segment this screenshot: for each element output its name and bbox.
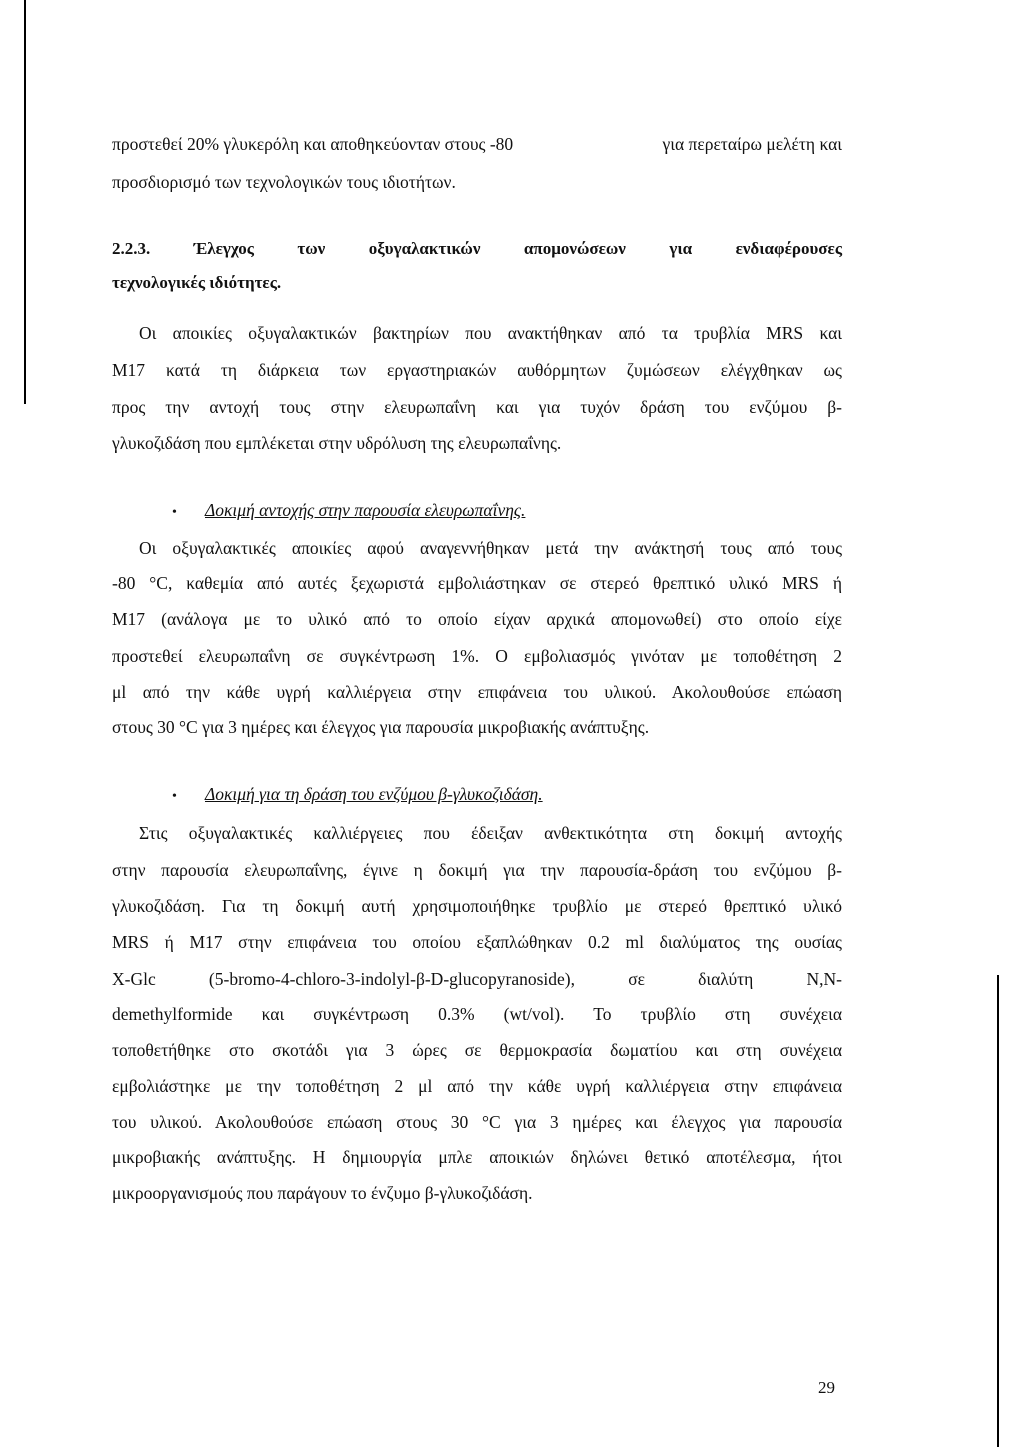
- paragraph-line: μικροοργανισμούς που παράγουν το ένζυμο β-γλυκοζιδάση.: [112, 1183, 533, 1203]
- paragraph-line: -80 °C, καθεμία από αυτές ξεχωριστά εμβολιάστηκαν σε στερεό θρεπτικό υλικό MRS ή: [112, 573, 842, 593]
- paragraph-line: Οι οξυγαλακτικές αποικίες αφού αναγεννήθηκαν μετά την ανάκτησή τους από τους: [139, 538, 842, 558]
- section-heading-cont: τεχνολογικές ιδιότητες.: [112, 273, 282, 292]
- paragraph-line: εμβολιάστηκε με την τοποθέτηση 2 μl από την κάθε υγρή καλλιέργεια στην επιφάνεια: [112, 1076, 842, 1096]
- paragraph-line: τοποθετήθηκε στο σκοτάδι για 3 ώρες σε θερμοκρασία δωματίου και στη συνέχεια: [112, 1040, 842, 1060]
- text-line: προσδιορισμό των τεχνολογικών τους ιδιοτήτων.: [112, 172, 456, 192]
- paragraph-line: μl από την κάθε υγρή καλλιέργεια στην επιφάνεια του υλικού. Ακολουθούσε επώαση: [112, 682, 842, 702]
- paragraph-line: μικροβιακής ανάπτυξης. Η δημιουργία μπλε αποικιών δηλώνει θετικό αποτέλεσμα, ήτοι: [112, 1147, 842, 1167]
- paragraph-line: στους 30 °C για 3 ημέρες και έλεγχος για παρουσία μικροβιακής ανάπτυξης.: [112, 717, 650, 737]
- paragraph-line: MRS ή M17 στην επιφάνεια του οποίου εξαπλώθηκαν 0.2 ml διαλύματος της ουσίας: [112, 932, 842, 952]
- right-margin-rule: [997, 975, 999, 1447]
- paragraph-line: προς την αντοχή τους στην ελευρωπαΐνη και για τυχόν δράση του ενζύμου β-: [112, 397, 842, 417]
- text-fragment: προστεθεί 20% γλυκερόλη και αποθηκεύονταν στους -80: [112, 134, 514, 154]
- left-margin-rule: [24, 0, 26, 404]
- paragraph-line: γλυκοζιδάση. Για τη δοκιμή αυτή χρησιμοποιήθηκε τρυβλίο με στερεό θρεπτικό υλικό: [112, 896, 842, 916]
- paragraph-line: demethylformide και συγκέντρωση 0.3% (wt/vol). Το τρυβλίο στη συνέχεια: [112, 1004, 842, 1024]
- bullet-icon: •: [172, 789, 177, 804]
- paragraph-line: X-Glc (5-bromo-4-chloro-3-indolyl-β-D-glucopyranoside), σε διαλύτη N,N-: [112, 969, 842, 989]
- paragraph-line: Οι αποικίες οξυγαλακτικών βακτηρίων που ανακτήθηκαν από τα τρυβλία MRS και: [139, 323, 842, 343]
- bullet-icon: •: [172, 505, 177, 520]
- paragraph-line: Στις οξυγαλακτικές καλλιέργειες που έδειξαν ανθεκτικότητα στη δοκιμή αντοχής: [139, 823, 842, 843]
- text-line: [112, 133, 842, 155]
- text-fragment: για περεταίρω μελέτη και: [662, 134, 842, 154]
- paragraph-line: γλυκοζιδάση που εμπλέκεται στην υδρόλυση της ελευρωπαΐνης.: [112, 433, 562, 453]
- paragraph-line: του υλικού. Ακολουθούσε επώαση στους 30 °C για 3 ημέρες και έλεγχος για παρουσία: [112, 1112, 842, 1132]
- page-number: 29: [818, 1378, 835, 1397]
- paragraph-line: M17 (ανάλογα με το υλικό από το οποίο είχαν αρχικά απομονωθεί) στο οποίο είχε: [112, 609, 842, 629]
- subsection-title: Δοκιμή για τη δράση του ενζύμου β-γλυκοζιδάση.: [205, 784, 543, 804]
- paragraph-line: προστεθεί ελευρωπαΐνη σε συγκέντρωση 1%. Ο εμβολιασμός γινόταν με τοποθέτηση 2: [112, 646, 842, 666]
- paragraph-line: στην παρουσία ελευρωπαΐνης, έγινε η δοκιμή για την παρουσία-δράση του ενζύμου β-: [112, 860, 842, 880]
- section-heading: 2.2.3. Έλεγχος των οξυγαλακτικών απομονώσεων για ενδιαφέρουσες: [112, 239, 842, 258]
- subsection-title: Δοκιμή αντοχής στην παρουσία ελευρωπαΐνης.: [205, 500, 526, 520]
- paragraph-line: M17 κατά τη διάρκεια των εργαστηριακών αυθόρμητων ζυμώσεων ελέγχθηκαν ως: [112, 360, 842, 380]
